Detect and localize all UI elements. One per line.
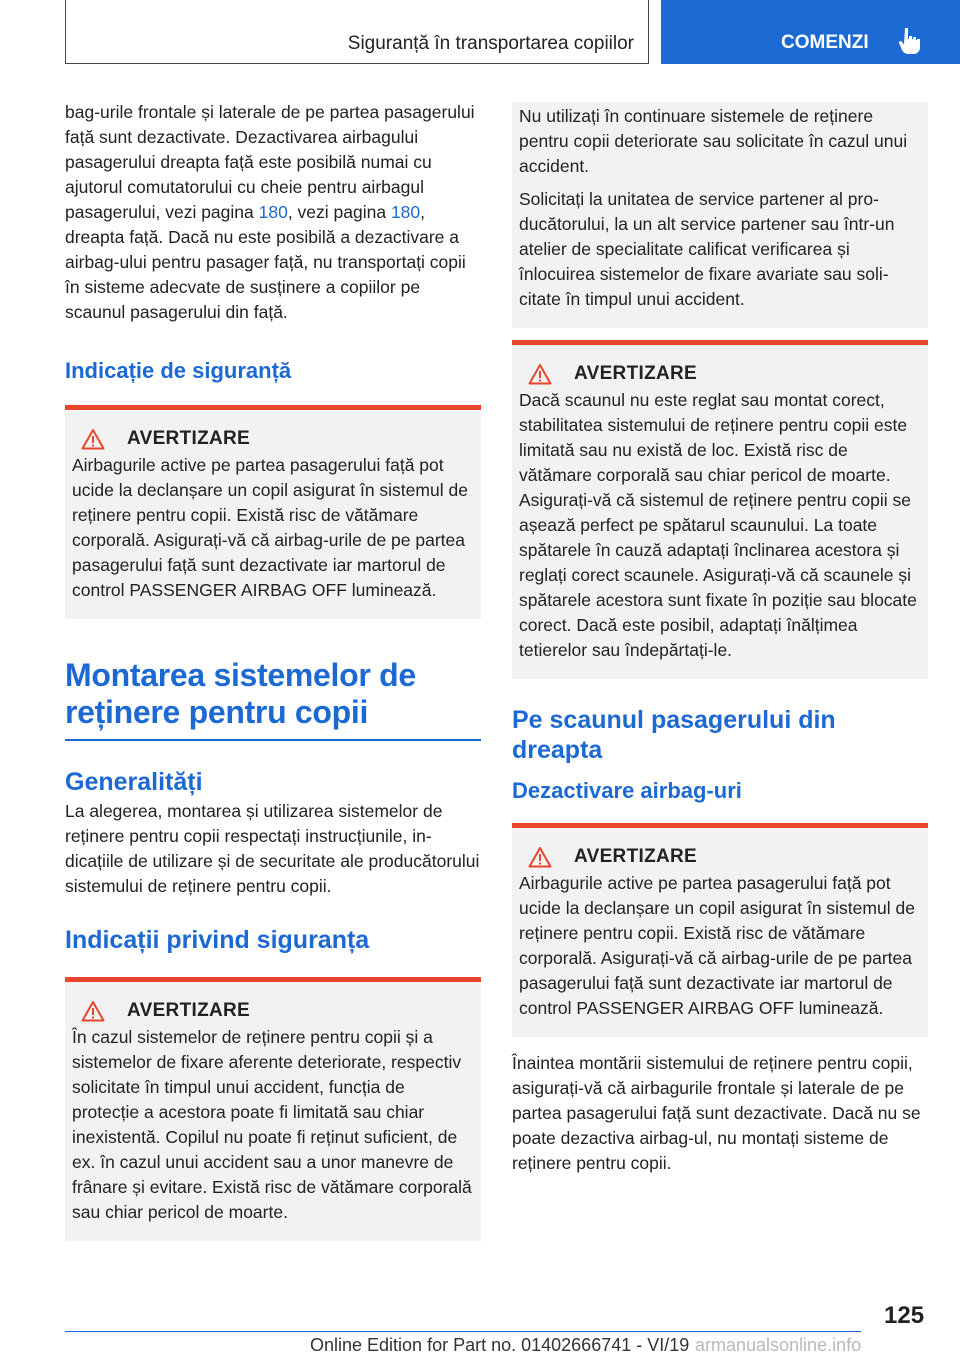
warning-box-3 — [512, 340, 928, 679]
continuation-paragraph-1: Nu utilizați în continuare sistemele de reținere pentru copii deteriorate sau solicitate în cazul unui accident. — [519, 106, 908, 176]
footer-watermark: armanualsonline.info — [695, 1335, 862, 1355]
warning-text: Dacă scaunul nu este reglat sau montat corect, stabilitatea sistemului de reținere pentru copii este limitată sau nu există de loc. Există risc de vătămare corporală sau chiar pericol de moarte. Asigurați-vă că sistemul de reținere pentru copii se așează perfect pe spătarul scaunului. La toate spătarele în cauză adaptați înclinarea acestora și reglați corect scaunele. Asigurați-vă că scaunele și spătarele acestora sunt fixate în poziție sau blocate corect. Dacă este posibil, adaptați înălțimea tetierelor sau îndepărtați-le. — [519, 390, 917, 660]
warning-title: AVERTIZARE — [574, 363, 697, 384]
header-tab-label: COMENZI — [781, 32, 869, 53]
warning-triangle-icon — [528, 363, 552, 385]
warning-header — [528, 846, 921, 868]
footer-divider — [65, 1331, 861, 1332]
warning-continuation-box — [512, 102, 928, 328]
page-number: 125 — [884, 1302, 925, 1329]
warning-box-1 — [65, 405, 481, 619]
heading-safety-indications: Indicații privind siguranța — [65, 925, 370, 954]
warning-header — [81, 428, 474, 450]
warning-header — [528, 363, 921, 385]
section-title: Siguranță în transportarea copiilor — [347, 33, 634, 54]
header-tab-controls[interactable] — [661, 0, 960, 64]
warning-header — [81, 1000, 474, 1022]
heading-deactivate-airbags: Dezactivare airbag-uri — [512, 778, 742, 803]
heading-safety-indication: Indicație de siguranță — [65, 358, 292, 383]
general-paragraph: La alegerea, montarea și utilizarea sistemelor de reținere pentru copii respectați instrucțiunile, indicațiile de utilizare și de securitate ale producătorului sistemului de reținere pentru copii. — [65, 800, 480, 896]
right-column — [512, 102, 928, 1176]
heading-divider — [65, 739, 481, 741]
warning-box-2 — [65, 977, 481, 1241]
intro-paragraph — [65, 100, 481, 325]
final-paragraph: Înaintea montării sistemului de reținere pentru copii, asigurați-vă că airbagurile frontale și laterale de pe partea pasagerului față sunt dezactivate. Dacă nu se poate dezactiva airbag-ul, nu montați sisteme de reținere pentru copii. — [512, 1053, 921, 1173]
continuation-paragraph-2: Solicitați la unitatea de service partener al producătorului, la un alt service partener sau într-un atelier de specialitate calificat verificarea și înlocuirea sistemelor de fixare avariate sau solicitate în timpul unui accident. — [519, 189, 895, 309]
pointing-hand-icon — [897, 26, 923, 54]
warning-title: AVERTIZARE — [127, 428, 250, 449]
warning-triangle-icon — [81, 1000, 105, 1022]
warning-title: AVERTIZARE — [127, 999, 250, 1021]
warning-title: AVERTIZARE — [574, 846, 697, 867]
intro-text-1: bag-urile frontale și laterale de pe partea pasagerului față sunt dezactivate. Dezactivarea airbagului pasagerului dreapta față este posibilă numai cu ajutorul comutatorului cu cheie pentru airbagul pasagerului, vezi pagina — [65, 102, 475, 222]
warning-box-4 — [512, 823, 928, 1037]
warning-triangle-icon — [528, 846, 552, 868]
main-heading: Montarea sistemelor de reținere pentru copii — [65, 657, 416, 730]
warning-text: În cazul sistemelor de reținere pentru copii și a sistemelor de fixare aferente deteriorate, respectiv solicitate în timpul unui accident, funcția de protecție a acestora poate fi limitată sau chiar inexistentă. Copilul nu poate fi reținut suficient, de ex. în cazul unui accident sau a unor manevre de frânare și evitare. Există risc de vătămare corporală sau chiar pericol de moarte. — [72, 1026, 472, 1222]
left-column — [65, 100, 481, 1241]
heading-general: Generalități — [65, 767, 203, 796]
intro-text-2: , vezi pagina — [287, 202, 391, 222]
header-section-box — [65, 0, 649, 64]
footer-edition: Online Edition for Part no. 01402666741 - VI/19 — [310, 1335, 690, 1355]
intro-text-3: , dreapta față. Dacă nu este posibilă a dezactivare a airbag-ului pentru pasager față, nu transportați copii în sisteme adecvate de susținere a copiilor pe scaunul pasagerului din față. — [65, 202, 466, 322]
warning-text: Airbagurile active pe partea pasagerului față pot ucide la declanșare un copil asigurat în sistemul de reținere pentru copii. Există risc de vătămare corporală. Asigurați-vă că airbag-urile de pe partea pasagerului față sunt dezactivate iar martorul de control PASSENGER AIRBAG OFF luminează. — [519, 873, 915, 1018]
warning-triangle-icon — [81, 428, 105, 450]
heading-passenger-seat: Pe scaunul pasagerului din dreapta — [512, 706, 836, 764]
warning-text: Airbagurile active pe partea pasagerului față pot ucide la declanșare un copil asigurat în sistemul de reținere pentru copii. Există risc de vătămare corporală. Asigurați-vă că airbag-urile de pe partea pasagerului față sunt dezactivate iar martorul de control PASSENGER AIRBAG OFF luminează. — [72, 455, 468, 600]
page-link-180-second[interactable]: 180 — [390, 202, 421, 222]
page-link-180[interactable]: 180 — [258, 202, 288, 222]
